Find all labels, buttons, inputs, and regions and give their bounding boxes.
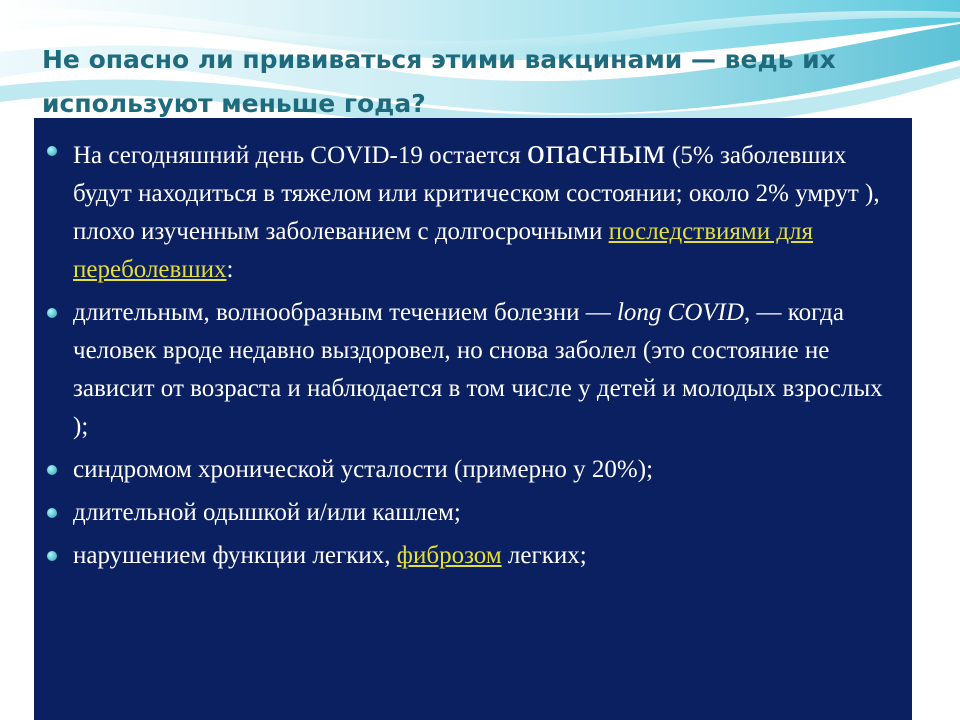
bullet-text: На сегодняшний день COVID-19 остается (73, 142, 527, 169)
italic-text: long COVID (616, 299, 745, 326)
bullet-item-dyspnea (34, 494, 912, 532)
content-box (34, 118, 912, 720)
consequences-link[interactable]: последствиями для переболевших (73, 218, 814, 283)
bullet-text: легких; (501, 542, 587, 569)
bullet-dot-icon (47, 551, 57, 561)
bullet-dot-icon (47, 508, 57, 518)
bullet-list (34, 132, 912, 580)
bullet-item-long-covid (34, 294, 912, 446)
bullet-dot-icon (47, 308, 57, 318)
bullet-text: длительной одышкой и/или кашлем; (73, 499, 461, 526)
bullet-text: (5% заболевших будут находиться в тяжелом или критическом состоянии; около 2% умрут ), плохо изученным заболеванием с долгосрочными (73, 142, 880, 245)
bullet-item-fatigue (34, 451, 912, 489)
bullet-dot-icon (47, 146, 57, 156)
emphasis-text: опасным (526, 131, 666, 171)
bullet-dot-icon (47, 465, 57, 475)
bullet-item-covid-danger (34, 132, 912, 289)
bullet-text: синдромом хронической усталости (примерно у 20%); (73, 456, 654, 483)
bullet-text: : (226, 256, 234, 283)
bullet-text: длительным, волнообразным течением болезни — (73, 299, 617, 326)
bullet-item-lung-function (34, 537, 912, 575)
bullet-text: нарушением функции легких, (73, 542, 397, 569)
bullet-text: , — когда человек вроде недавно выздоровел, но снова заболел (это состояние не зависит от возраста и наблюдается в том числе у детей и молодых взрослых ); (73, 299, 883, 440)
fibrosis-link[interactable]: фиброзом (396, 542, 502, 569)
slide-title: Не опасно ли прививаться этими вакцинами — ведь их используют меньше года? (42, 45, 836, 118)
